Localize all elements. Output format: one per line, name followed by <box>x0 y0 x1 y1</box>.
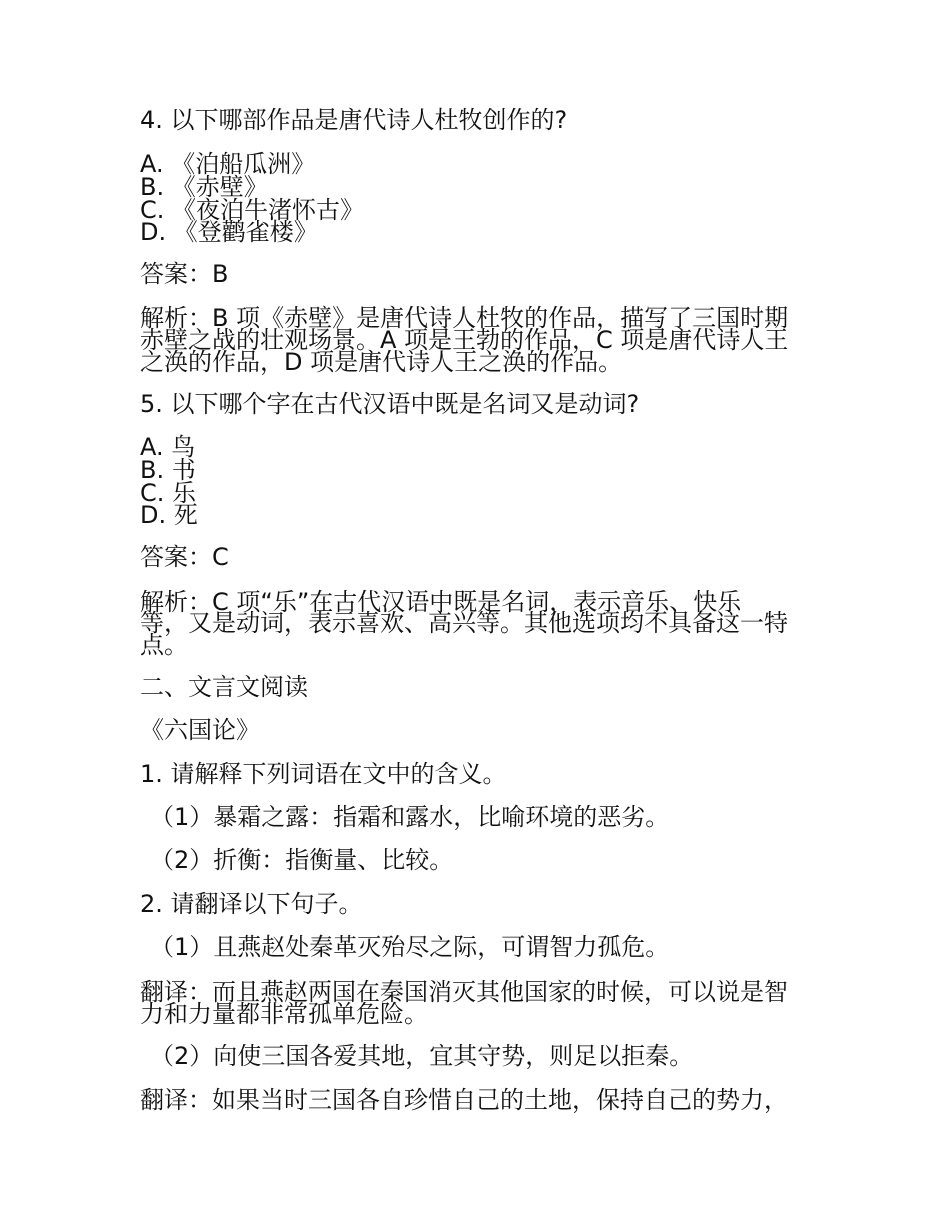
q5-option-b: B. 书 <box>140 456 196 484</box>
q4-analysis-line: 解析：B 项《赤壁》是唐代诗人杜牧的作品，描写了三国时期 <box>140 304 789 332</box>
q5-analysis-line: 等，又是动词，表示喜欢、高兴等。其他选项均不具备这一特 <box>140 609 788 637</box>
s2-q2-sentence-1: （1）且燕赵处秦革灭殆尽之际，可谓智力孤危。 <box>150 933 670 961</box>
section-heading: 二、文言文阅读 <box>140 673 308 701</box>
q5-option-a: A. 鸟 <box>140 433 196 461</box>
s2-q1-item: （1）暴霜之露：指霜和露水，比喻环境的恶劣。 <box>150 803 670 831</box>
q4-question: 4. 以下哪部作品是唐代诗人杜牧创作的? <box>140 106 568 134</box>
text-title: 《六国论》 <box>140 716 260 744</box>
q5-question: 5. 以下哪个字在古代汉语中既是名词又是动词? <box>140 390 640 418</box>
s2-q1-item: （2）折衡：指衡量、比较。 <box>150 846 454 874</box>
q4-option-b: B. 《赤壁》 <box>140 173 268 201</box>
s2-q2-translation-line: 翻译：而且燕赵两国在秦国消灭其他国家的时候，可以说是智 <box>140 978 788 1006</box>
s2-q2-sentence-2: （2）向使三国各爱其地，宜其守势，则足以拒秦。 <box>150 1042 694 1070</box>
s2-q2-prompt: 2. 请翻译以下句子。 <box>140 890 363 918</box>
q5-analysis-line: 解析：C 项“乐”在古代汉语中既是名词，表示音乐、快乐 <box>140 588 742 616</box>
q5-option-c: C. 乐 <box>140 479 197 507</box>
q5-analysis-line: 点。 <box>140 631 188 659</box>
s2-q2-translation-line: 力和力量都非常孤单危险。 <box>140 1000 428 1028</box>
q4-option-d: D. 《登鹳雀楼》 <box>140 218 318 246</box>
q4-analysis-line: 之涣的作品，D 项是唐代诗人王之涣的作品。 <box>140 348 623 376</box>
s2-q2-translation-line: 翻译：如果当时三国各自珍惜自己的土地，保持自己的势力， <box>140 1086 788 1114</box>
q5-answer: 答案：C <box>140 543 229 571</box>
s2-q1-prompt: 1. 请解释下列词语在文中的含义。 <box>140 760 507 788</box>
q5-option-d: D. 死 <box>140 501 198 529</box>
q4-option-a: A. 《泊船瓜洲》 <box>140 150 316 178</box>
q4-answer: 答案：B <box>140 260 229 288</box>
q4-option-c: C. 《夜泊牛渚怀古》 <box>140 196 365 224</box>
q4-analysis-line: 赤壁之战的壮观场景。A 项是王勃的作品，C 项是唐代诗人王 <box>140 326 789 354</box>
